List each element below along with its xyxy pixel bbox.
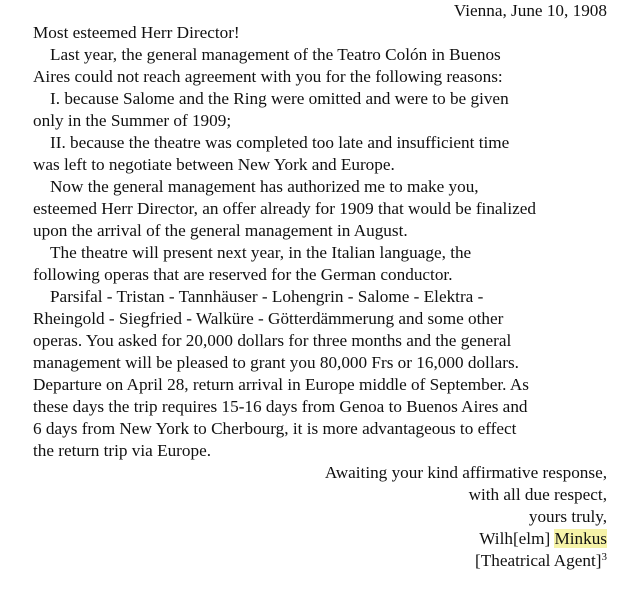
body-line: 6 days from New York to Cherbourg, it is more advantageous to effect xyxy=(33,419,517,438)
agent-title: [Theatrical Agent] xyxy=(475,551,602,570)
body-line: following operas that are reserved for the German conductor. xyxy=(33,265,453,284)
agent-title-line xyxy=(475,550,607,572)
body-line: operas. You asked for 20,000 dollars for three months and the general xyxy=(33,331,512,350)
body-line: esteemed Herr Director, an offer already for 1909 that would be finalized xyxy=(33,199,536,218)
body-line: was left to negotiate between New York and Europe. xyxy=(33,155,395,174)
signature-line xyxy=(479,528,607,550)
body-line: these days the trip requires 15-16 days from Genoa to Buenos Aires and xyxy=(33,397,528,416)
body-line: The theatre will present next year, in the Italian language, the xyxy=(50,243,472,262)
body-line: Last year, the general management of the Teatro Colón in Buenos xyxy=(50,45,501,64)
body-line: Rheingold - Siegfried - Walküre - Götterdämmerung and some other xyxy=(33,309,504,328)
signature-name-highlighted: Minkus xyxy=(554,529,607,548)
closing-line: Awaiting your kind affirmative response, xyxy=(324,463,607,482)
salutation: Most esteemed Herr Director! xyxy=(33,23,240,42)
letter-date: Vienna, June 10, 1908 xyxy=(453,1,607,20)
body-line: II. because the theatre was completed too late and insufficient time xyxy=(50,133,510,152)
body-line: Now the general management has authorized me to make you, xyxy=(50,177,479,196)
closing-line: with all due respect, xyxy=(468,485,607,504)
body-line: I. because Salome and the Ring were omitted and were to be given xyxy=(50,89,509,108)
body-line: Parsifal - Tristan - Tannhäuser - Lohengrin - Salome - Elektra - xyxy=(50,287,484,306)
body-line: upon the arrival of the general management in August. xyxy=(33,221,408,240)
body-line: the return trip via Europe. xyxy=(33,441,212,460)
body-line: Aires could not reach agreement with you for the following reasons: xyxy=(33,67,503,86)
body-line: Departure on April 28, return arrival in Europe middle of September. As xyxy=(33,375,529,394)
body-line: management will be pleased to grant you 80,000 Frs or 16,000 dollars. xyxy=(33,353,519,372)
body-line: only in the Summer of 1909; xyxy=(33,111,232,130)
closing-line: yours truly, xyxy=(528,507,607,526)
footnote-marker: 3 xyxy=(601,551,607,563)
signature-prefix: Wilh[elm] xyxy=(479,529,551,548)
